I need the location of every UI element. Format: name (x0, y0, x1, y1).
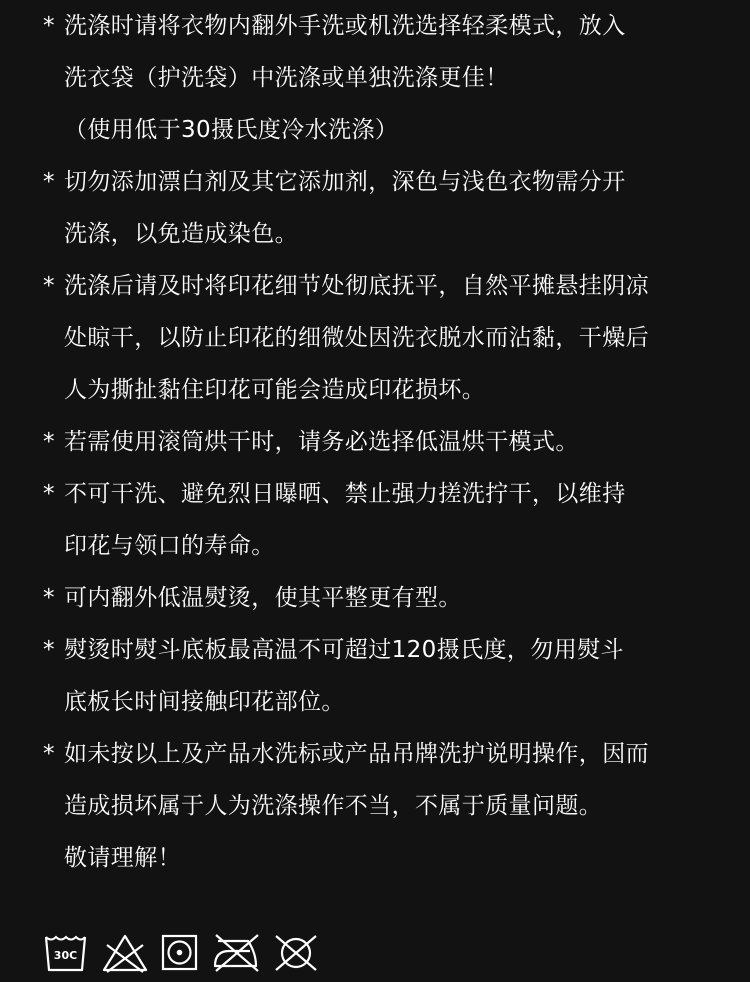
closing-text: 敬请理解！ (64, 845, 181, 871)
instruction-line: （使用低于30摄氏度冷水洗涤） (64, 117, 399, 143)
wash-temperature-label: 30C (53, 949, 78, 962)
instruction-item-3 (43, 260, 723, 416)
instruction-line: 底板长时间接触印花部位。 (64, 689, 345, 715)
instruction-line: 造成损坏属于人为洗涤操作不当，不属于质量问题。 (64, 793, 603, 819)
instruction-line: 如未按以上及产品水洗标或产品吊牌洗护说明操作，因而 (64, 741, 649, 767)
bullet: * (43, 481, 55, 507)
instruction-line: 印花与领口的寿命。 (64, 533, 275, 559)
bullet: * (43, 169, 55, 195)
instruction-item-6 (43, 572, 723, 624)
bullet: * (43, 273, 55, 299)
bullet: * (43, 13, 55, 39)
instruction-line: 可内翻外低温熨烫，使其平整更有型。 (64, 585, 462, 611)
tumble-dry-low-icon (160, 933, 200, 973)
bullet: * (43, 429, 55, 455)
do-not-iron-icon (212, 933, 260, 973)
care-symbols-row (44, 933, 320, 973)
instruction-line: 熨烫时熨斗底板最高温不可超过120摄氏度，勿用熨斗 (64, 637, 624, 663)
instruction-line: 洗衣袋（护洗袋）中洗涤或单独洗涤更佳！ (64, 65, 509, 91)
instruction-item-4 (43, 416, 723, 468)
do-not-bleach-icon (102, 933, 148, 973)
instruction-line: 不可干洗、避免烈日曝晒、禁止强力搓洗拧干，以维持 (64, 481, 626, 507)
bullet: * (43, 585, 55, 611)
instruction-item-2 (43, 156, 723, 260)
instruction-line: 人为撕扯黏住印花可能会造成印花损坏。 (64, 377, 486, 403)
instruction-line: 洗涤，以免造成染色。 (64, 221, 298, 247)
care-instructions-list (43, 0, 723, 884)
instruction-line: 切勿添加漂白剂及其它添加剂，深色与浅色衣物需分开 (64, 169, 626, 195)
instruction-item-5 (43, 468, 723, 572)
closing-note (43, 832, 723, 884)
instruction-line: 洗涤时请将衣物内翻外手洗或机洗选择轻柔模式，放入 (64, 13, 626, 39)
do-not-dry-clean-icon (272, 933, 320, 973)
instruction-line: 洗涤后请及时将印花细节处彻底抚平，自然平摊悬挂阴凉 (64, 273, 649, 299)
bullet: * (43, 741, 55, 767)
instruction-item-1 (43, 0, 723, 156)
instruction-item-8 (43, 728, 723, 832)
wash-30c-icon (44, 933, 90, 973)
instruction-item-7 (43, 624, 723, 728)
bullet: * (43, 637, 55, 663)
instruction-line: 处晾干，以防止印花的细微处因洗衣脱水而沾黏，干燥后 (64, 325, 649, 351)
instruction-line: 若需使用滚筒烘干时，请务必选择低温烘干模式。 (64, 429, 579, 455)
